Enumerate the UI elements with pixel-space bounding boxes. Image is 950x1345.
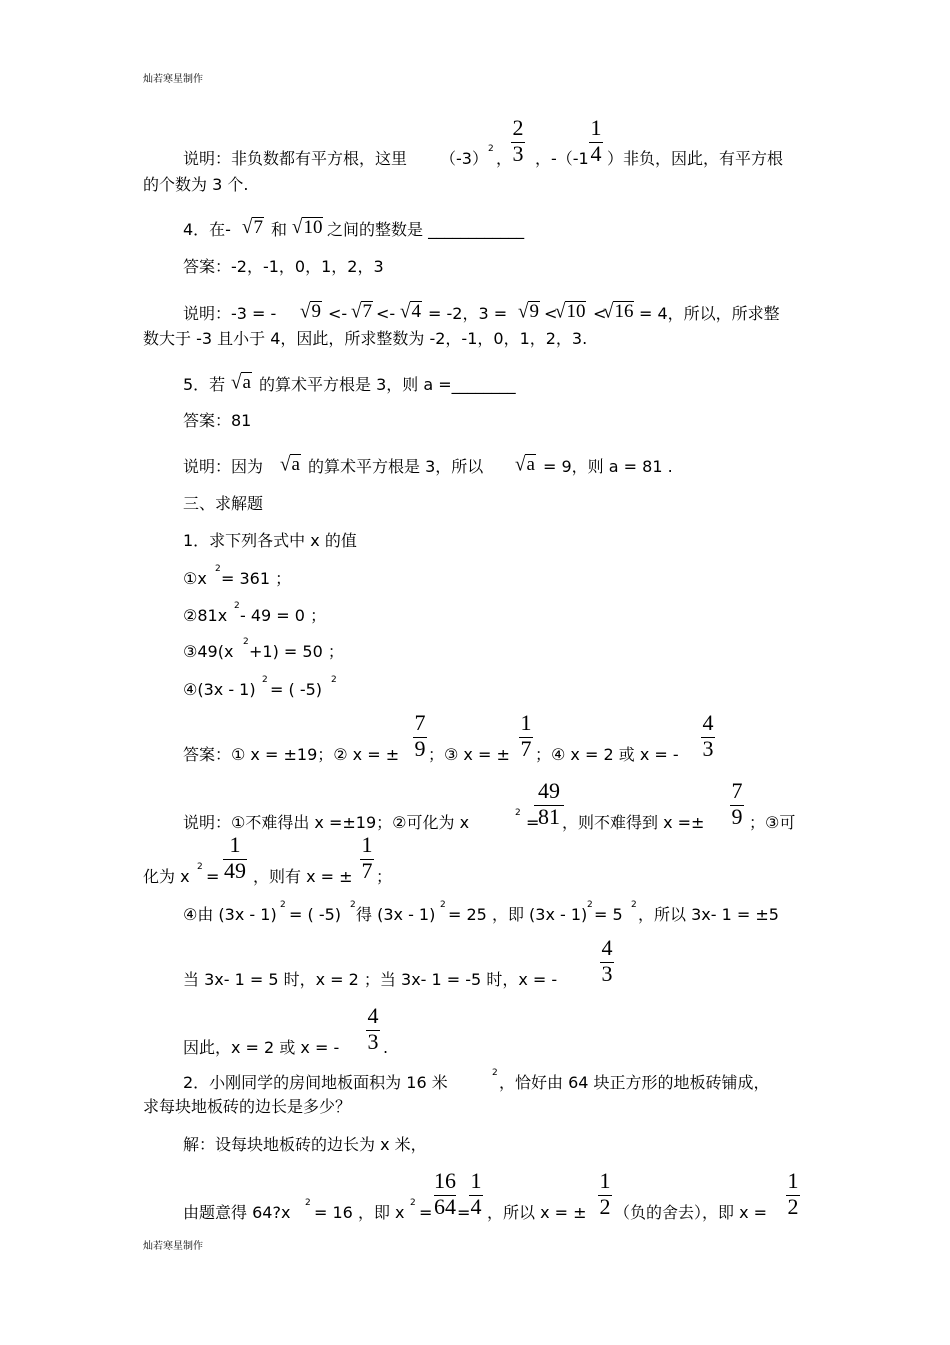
fraction: 4 3 xyxy=(601,935,613,986)
sqrt-10: √10 xyxy=(555,300,586,323)
question-4: 4．在- 和 之间的整数是 ____________ xyxy=(183,220,525,239)
fraction: 16 64 xyxy=(434,1168,456,1219)
sqrt-16: √16 xyxy=(603,300,634,323)
answer-4: 答案：-2，-1，0，1，2，3 xyxy=(183,257,384,276)
explain-1-part4: ④由 (3x - 1) 2 = ( -5) 2 得 (3x - 1) 2 = 25 ，即 (3x - 1) 2 = 5 2 ，所以 3x- 1 = ±5 xyxy=(183,900,779,924)
explain-1-cont: 化为 x 2 = ，则有 x = ± ； xyxy=(143,862,393,886)
sqrt-a: √a xyxy=(515,453,535,476)
fraction: 2 3 xyxy=(512,115,524,166)
fraction: 7 9 xyxy=(414,710,426,761)
fraction: 7 9 xyxy=(731,778,743,829)
explain-1-case: 当 3x- 1 = 5 时，x = 2 ；当 3x- 1 = -5 时，x = - xyxy=(183,970,558,989)
conclusion: 因此，x = 2 或 x = - . xyxy=(183,1038,389,1057)
problem-2: 2．小刚同学的房间地板面积为 16 米 2 ，恰好由 64 块正方形的地板砖铺成， xyxy=(183,1068,770,1092)
sqrt-a: √a xyxy=(231,371,251,394)
fraction: 49 81 xyxy=(533,780,565,830)
page-header: 灿若寒星制作 xyxy=(143,74,203,85)
explain-4-cont: 数大于 -3 且小于 4，因此，所求整数为 -2，-1，0，1，2，3. xyxy=(143,329,588,348)
problem-1: 1．求下列各式中 x 的值 xyxy=(183,531,357,550)
explain-5: 说明：因为 的算术平方根是 3，所以 = 9，则 a = 81 . xyxy=(183,457,673,476)
fraction: 4 3 xyxy=(367,1003,379,1054)
sqrt-10: √10 xyxy=(292,216,323,239)
fraction: 1 49 xyxy=(224,832,246,883)
fraction: 4 3 xyxy=(702,710,714,761)
fraction: 1 2 xyxy=(599,1168,611,1219)
fraction: 1 4 xyxy=(590,115,602,166)
fraction: 1 4 xyxy=(470,1168,482,1219)
solution-line: 解：设每块地板砖的边长为 x 米， xyxy=(183,1135,427,1154)
problem-2-cont: 求每块地板砖的边长是多少？ xyxy=(143,1097,352,1116)
fraction: 1 7 xyxy=(361,832,373,883)
explain-4: 说明：-3 = - <- <- = -2，3 = < < = 4，所以，所求整 xyxy=(183,304,780,323)
sqrt-a: √a xyxy=(280,453,300,476)
explain-line: 说明：非负数都有平方根，这里 （-3） 2 ， ，-（-1 ）非负，因此，有平方根 xyxy=(183,144,784,168)
solution-line: 由题意得 64?x 2 = 16 ，即 x 2 = = ，所以 x = ± （负的舍去），即 x = xyxy=(183,1198,768,1222)
sub-problem: ②81x 2 - 49 = 0 ； xyxy=(183,601,327,625)
section-heading: 三、求解题 xyxy=(183,494,264,513)
fraction: 1 7 xyxy=(520,710,532,761)
answer-5: 答案：81 xyxy=(183,411,252,430)
fraction: 1 2 xyxy=(787,1168,799,1219)
sqrt-9: √9 xyxy=(300,300,321,323)
sqrt-9: √9 xyxy=(518,300,539,323)
page-footer: 灿若寒星制作 xyxy=(143,1241,203,1252)
sub-problem: ③49(x 2 +1) = 50 ； xyxy=(183,637,344,661)
question-5: 5．若 的算术平方根是 3，则 a =________ xyxy=(183,375,516,394)
sqrt-7: √7 xyxy=(242,216,263,239)
sqrt-7: √7 xyxy=(351,300,372,323)
explain-line: 的个数为 3 个. xyxy=(143,175,249,194)
sub-problem: ①x 2 = 361 ； xyxy=(183,564,292,588)
explain-1: 说明：①不难得出 x =±19；②可化为 x 2 = ，则不难得到 x =± ；③可 xyxy=(183,808,796,832)
answer-1: 答案：① x = ±19；② x = ± ；③ x = ± ；④ x = 2 或 x = - xyxy=(183,745,679,764)
sqrt-4: √4 xyxy=(400,300,421,323)
sub-problem: ④(3x - 1) 2 = ( -5) 2 xyxy=(183,675,337,699)
